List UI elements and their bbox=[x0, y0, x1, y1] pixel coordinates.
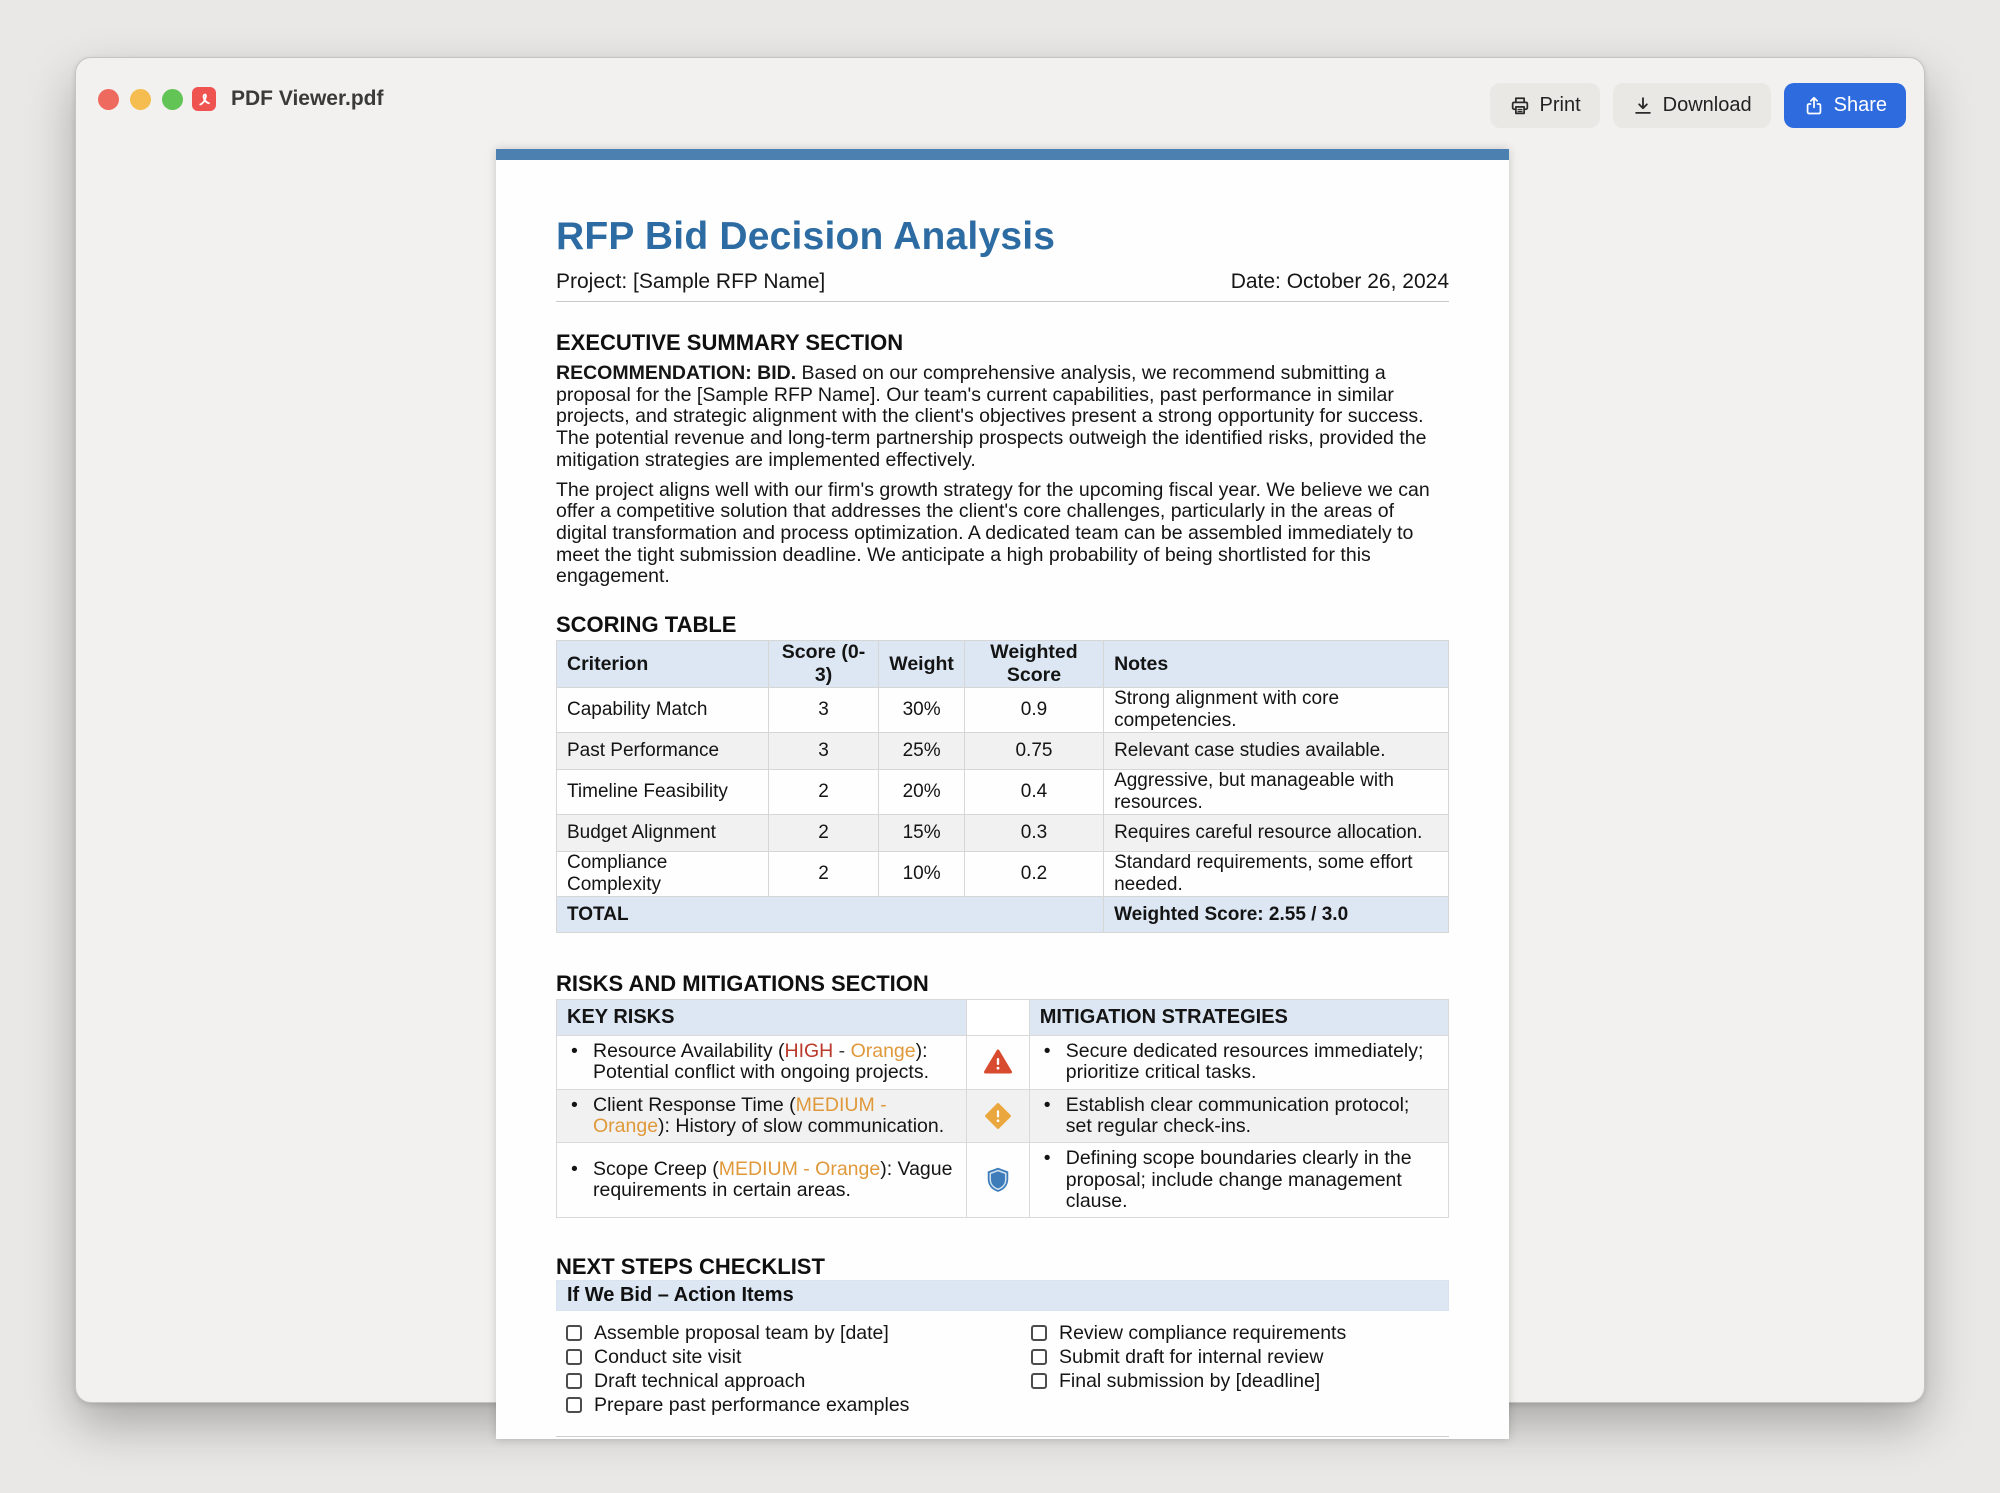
cell-weighted: 0.2 bbox=[964, 852, 1103, 897]
table-row bbox=[557, 688, 1449, 733]
header-divider bbox=[556, 301, 1449, 302]
checklist-label: Submit draft for internal review bbox=[1059, 1345, 1324, 1368]
table-row bbox=[557, 770, 1449, 815]
checklist-item bbox=[566, 1393, 1031, 1417]
cell-score: 2 bbox=[768, 852, 879, 897]
recommendation-label: RECOMMENDATION: BID. bbox=[556, 362, 797, 384]
table-row bbox=[557, 733, 1449, 770]
checklist-bar: If We Bid – Action Items bbox=[556, 1280, 1449, 1311]
cell-weight: 15% bbox=[879, 815, 965, 852]
checklist-label: Review compliance requirements bbox=[1059, 1321, 1347, 1344]
warning-triangle-icon bbox=[983, 1050, 1013, 1072]
mitigation-text: • Secure dedicated resources immediately; prioritize critical tasks. bbox=[1040, 1041, 1438, 1084]
checklist-label: Final submission by [deadline] bbox=[1059, 1369, 1321, 1392]
page-content bbox=[496, 160, 1509, 1437]
next-steps-heading: NEXT STEPS CHECKLIST bbox=[556, 1254, 825, 1280]
risks-table bbox=[556, 999, 1449, 1218]
download-button[interactable] bbox=[1613, 83, 1771, 128]
minimize-button[interactable] bbox=[130, 89, 151, 110]
project-label: Project: [Sample RFP Name] bbox=[556, 270, 826, 293]
risks-section-heading: RISKS AND MITIGATIONS SECTION bbox=[556, 971, 929, 997]
cell-notes: Aggressive, but manageable with resources. bbox=[1104, 770, 1449, 815]
col-criterion: Criterion bbox=[557, 641, 769, 688]
cell-weight: 25% bbox=[879, 733, 965, 770]
exec-summary-heading: EXECUTIVE SUMMARY SECTION bbox=[556, 330, 904, 355]
recommendation-text: Based on our comprehensive analysis, we recommend submitting a proposal for the [Sample RFP Name]. Our team's current capabilities, past performance in similar projects, and strategic alignment with the client's objectives present a strong opportunity for success. The potential revenue and long-term partnership prospects outweigh the identified risks, provided the mitigation strategies are implemented effectively. bbox=[556, 362, 1427, 471]
mitigation-text: • Establish clear communication protocol; set regular check-ins. bbox=[1040, 1095, 1438, 1138]
pdf-file-icon bbox=[192, 87, 216, 111]
pdf-viewer-window bbox=[75, 57, 1925, 1416]
risk-post: ): History of slow communication. bbox=[658, 1114, 945, 1137]
checklist-right-column bbox=[1031, 1321, 1346, 1417]
risk-post: ): Vague requirements in certain areas. bbox=[593, 1157, 953, 1202]
mitigation-text: • Defining scope boundaries clearly in the proposal; include change management clause. bbox=[1040, 1148, 1438, 1212]
risk-row bbox=[557, 1036, 1449, 1090]
total-value: Weighted Score: 2.55 / 3.0 bbox=[1104, 897, 1449, 933]
cell-weight: 30% bbox=[879, 688, 965, 733]
document-viewport[interactable] bbox=[76, 136, 1924, 1416]
risk-text bbox=[567, 1159, 956, 1202]
cell-criterion: Budget Alignment bbox=[557, 815, 769, 852]
risk-sep: - bbox=[797, 1157, 816, 1180]
print-button[interactable] bbox=[1490, 83, 1600, 128]
risk-severity: MEDIUM bbox=[718, 1157, 798, 1180]
col-notes: Notes bbox=[1104, 641, 1449, 688]
checkbox[interactable] bbox=[1031, 1373, 1047, 1389]
alert-diamond-icon bbox=[983, 1104, 1013, 1126]
printer-icon bbox=[1509, 95, 1531, 117]
checklist-item bbox=[1031, 1345, 1346, 1369]
risk-color-word: Orange bbox=[815, 1157, 881, 1180]
page-accent-bar bbox=[496, 149, 1509, 160]
scoring-header-row bbox=[557, 641, 1449, 688]
download-button-label: Download bbox=[1662, 94, 1752, 116]
print-button-label: Print bbox=[1539, 94, 1581, 116]
shield-icon bbox=[983, 1168, 1013, 1190]
toolbar bbox=[1490, 83, 1906, 128]
cell-criterion: Timeline Feasibility bbox=[557, 770, 769, 815]
checklist-item bbox=[566, 1369, 1031, 1393]
date-label: Date: October 26, 2024 bbox=[1230, 270, 1449, 293]
col-score: Score (0-3) bbox=[768, 641, 879, 688]
titlebar[interactable] bbox=[76, 58, 1924, 136]
risk-text bbox=[567, 1041, 956, 1084]
cell-score: 3 bbox=[768, 733, 879, 770]
checkbox[interactable] bbox=[566, 1325, 582, 1341]
checklist-item bbox=[566, 1321, 1031, 1345]
risk-row bbox=[557, 1143, 1449, 1218]
checkbox[interactable] bbox=[1031, 1349, 1047, 1365]
risks-header-row bbox=[557, 1000, 1449, 1036]
risk-icon-column-header bbox=[967, 1000, 1029, 1036]
risk-sep: - bbox=[833, 1040, 851, 1063]
cell-weighted: 0.4 bbox=[964, 770, 1103, 815]
window-title: PDF Viewer.pdf bbox=[231, 87, 384, 110]
cell-weighted: 0.9 bbox=[964, 688, 1103, 733]
table-row bbox=[557, 852, 1449, 897]
zoom-button[interactable] bbox=[162, 89, 183, 110]
cell-notes: Standard requirements, some effort needed. bbox=[1104, 852, 1449, 897]
scoring-table bbox=[556, 640, 1449, 933]
col-weighted-score: Weighted Score bbox=[964, 641, 1103, 688]
cell-notes: Requires careful resource allocation. bbox=[1104, 815, 1449, 852]
table-row bbox=[557, 815, 1449, 852]
risk-color-word: Orange bbox=[850, 1040, 916, 1063]
total-label: TOTAL bbox=[557, 897, 1104, 933]
pdf-page bbox=[496, 149, 1509, 1439]
recommendation-paragraph bbox=[556, 363, 1449, 472]
risk-text bbox=[567, 1095, 956, 1138]
col-weight: Weight bbox=[879, 641, 965, 688]
checklist bbox=[556, 1321, 1449, 1417]
risk-sep: - bbox=[874, 1093, 887, 1116]
cell-weighted: 0.75 bbox=[964, 733, 1103, 770]
cell-score: 3 bbox=[768, 688, 879, 733]
cell-notes: Strong alignment with core competencies. bbox=[1104, 688, 1449, 733]
key-risks-header: KEY RISKS bbox=[557, 1000, 967, 1036]
risk-pre: Scope Creep ( bbox=[593, 1157, 719, 1180]
download-icon bbox=[1632, 95, 1654, 117]
checklist-label: Assemble proposal team by [date] bbox=[594, 1321, 889, 1344]
share-icon bbox=[1803, 95, 1825, 117]
risk-pre: Resource Availability ( bbox=[593, 1040, 785, 1063]
checklist-item bbox=[566, 1345, 1031, 1369]
checklist-label: Conduct site visit bbox=[594, 1345, 742, 1368]
cell-score: 2 bbox=[768, 770, 879, 815]
checkbox[interactable] bbox=[1031, 1325, 1047, 1341]
risk-color-word: Orange bbox=[593, 1114, 659, 1137]
close-button[interactable] bbox=[98, 89, 119, 110]
cell-criterion: Capability Match bbox=[557, 688, 769, 733]
cell-notes: Relevant case studies available. bbox=[1104, 733, 1449, 770]
checklist-left-column bbox=[566, 1321, 1031, 1417]
checkbox[interactable] bbox=[566, 1397, 582, 1413]
share-button[interactable] bbox=[1784, 83, 1906, 128]
cell-weight: 20% bbox=[879, 770, 965, 815]
document-title: RFP Bid Decision Analysis bbox=[556, 215, 1056, 258]
checklist-item bbox=[1031, 1369, 1346, 1393]
cell-criterion: Past Performance bbox=[557, 733, 769, 770]
cell-weighted: 0.3 bbox=[964, 815, 1103, 852]
checkbox[interactable] bbox=[566, 1349, 582, 1365]
risk-severity: MEDIUM bbox=[795, 1093, 875, 1116]
risk-pre: Client Response Time ( bbox=[593, 1093, 796, 1116]
share-button-label: Share bbox=[1833, 94, 1887, 116]
risk-post: ): Potential conflict with ongoing projects. bbox=[593, 1040, 930, 1084]
summary-paragraph-2: The project aligns well with our firm's growth strategy for the upcoming fiscal year. We believe we can offer a competitive solution that addresses the client's core challenges, particularly in the areas of digital transformation and process optimization. A dedicated team can be assembled immediately to meet the tight submission deadline. We anticipate a high probability of being shortlisted for this engagement. bbox=[556, 478, 1430, 588]
scoring-total-row bbox=[557, 897, 1449, 933]
cell-score: 2 bbox=[768, 815, 879, 852]
checklist-item bbox=[1031, 1321, 1346, 1345]
mitigation-header: MITIGATION STRATEGIES bbox=[1029, 1000, 1448, 1036]
scoring-table-heading: SCORING TABLE bbox=[556, 612, 737, 638]
risk-row bbox=[557, 1089, 1449, 1143]
checkbox[interactable] bbox=[566, 1373, 582, 1389]
footer-divider bbox=[556, 1436, 1449, 1437]
checklist-label: Draft technical approach bbox=[594, 1369, 806, 1392]
traffic-lights bbox=[98, 89, 183, 110]
document-meta bbox=[556, 270, 1449, 294]
checklist-label: Prepare past performance examples bbox=[594, 1393, 910, 1416]
risk-severity: HIGH bbox=[784, 1040, 834, 1063]
cell-criterion: Compliance Complexity bbox=[557, 852, 769, 897]
cell-weight: 10% bbox=[879, 852, 965, 897]
